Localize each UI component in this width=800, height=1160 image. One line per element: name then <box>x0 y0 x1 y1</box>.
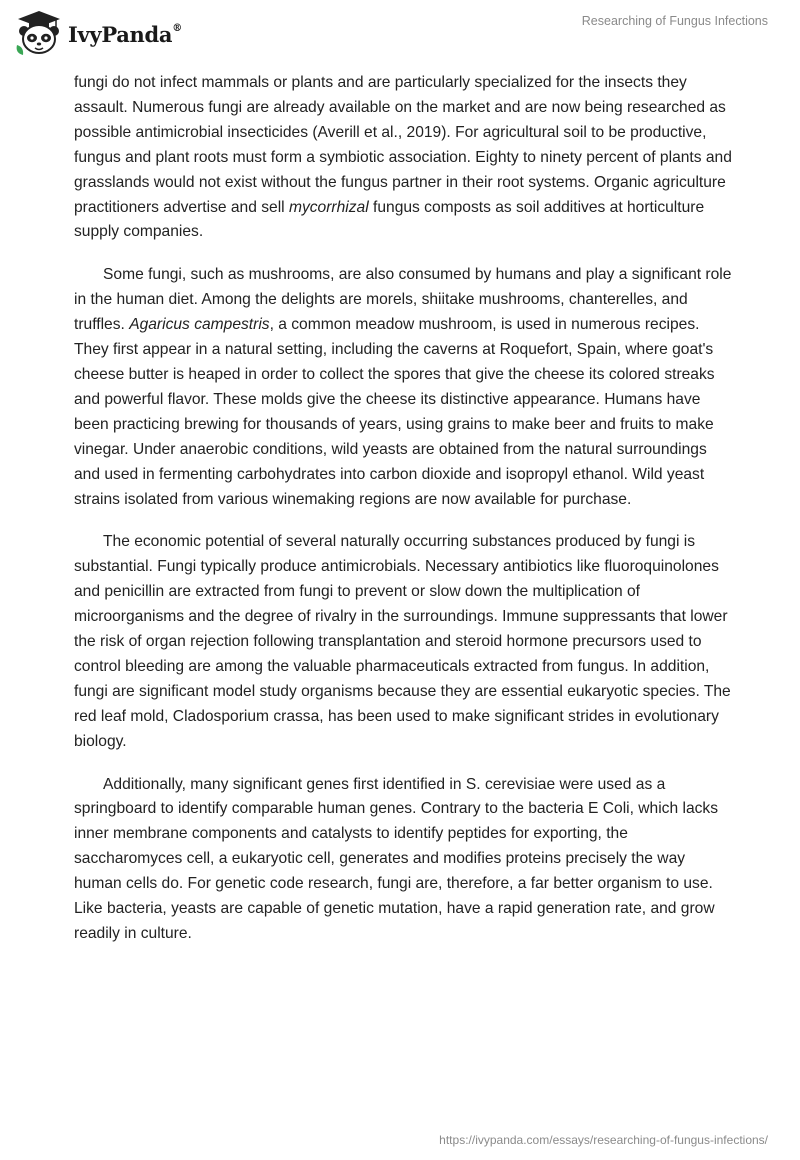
panda-graduate-icon <box>14 9 64 57</box>
paragraph-text: fungi do not infect mammals or plants and are particularly specialized for the insects they assault. Numerous fungi are already available on the market and are now being researched as possible antimicrobial insecticides (Averill et al., 2019). For agricultural soil to be productive, fungus and plant roots must form a symbiotic association. Eighty to ninety percent of plants and grasslands would not exist without the fungus partner in their root systems. Organic agriculture practitioners advertise and sell <box>74 74 732 216</box>
paragraph-text: Some fungi, such as mushrooms, are also consumed by humans and play a significant role in the human diet. Among the delights are morels, shiitake mushrooms, chanterelles, and truffles. <box>74 266 732 334</box>
paragraph-text: fungus composts as soil additives at horticulture supply companies. <box>74 198 705 241</box>
brand-name: IvyPanda® <box>68 21 182 47</box>
essay-paragraph <box>74 71 734 245</box>
essay-paragraph <box>74 263 734 512</box>
page-header <box>0 0 800 60</box>
essay-paragraph <box>74 773 734 947</box>
italic-term: mycorrhizal <box>288 198 369 216</box>
essay-body <box>74 71 734 965</box>
paragraph-text: , a common meadow mushroom, is used in numerous recipes. They first appear in a natural setting, including the caverns at Roquefort, Spain, where goat's cheese butter is heaped in order to collect the spores that give the cheese its colored streaks and powerful flavor. These molds give the cheese its distinctive appearance. Humans have been practicing brewing for thousands of years, using grains to make beer and fruits to make vinegar. Under anaerobic conditions, wild yeasts are obtained from the natural surroundings and used in fermenting carbohydrates into carbon dioxide and isopropyl ethanol. Wild yeast strains isolated from various winemaking regions are now available for purchase. <box>74 316 715 508</box>
source-url[interactable]: https://ivypanda.com/essays/researching-of-fungus-infections/ <box>439 1133 768 1147</box>
paragraph-text: The economic potential of several naturally occurring substances produced by fungi is substantial. Fungi typically produce antimicrobials. Necessary antibiotics like fluoroquinolones and penicillin are extracted from fungi to prevent or slow down the multiplication of microorganisms and the degree of rivalry in the surroundings. Immune suppressants that lower the risk of organ rejection following transplantation and steroid hormone precursors used to control bleeding are among the valuable pharmaceuticals extracted from fungus. In addition, fungi are significant model study organisms because they are essential eukaryotic species. The red leaf mold, Cladosporium crassa, has been used to make significant strides in evolutionary biology. <box>74 533 731 750</box>
italic-term: Agaricus campestris <box>129 316 270 334</box>
brand-logo[interactable] <box>14 9 182 57</box>
paragraph-text: Additionally, many significant genes first identified in S. cerevisiae were used as a springboard to identify comparable human genes. Contrary to the bacteria E Coli, which lacks inner membrane components and catalysts to identify peptides for exporting, the saccharomyces cell, a eukaryotic cell, generates and modifies proteins precisely the way human cells do. For genetic code research, fungi are, therefore, a far better organism to use. Like bacteria, yeasts are capable of genetic mutation, have a rapid generation rate, and grow readily in culture. <box>74 775 719 942</box>
essay-paragraph <box>74 530 734 754</box>
document-title: Researching of Fungus Infections <box>581 14 768 28</box>
